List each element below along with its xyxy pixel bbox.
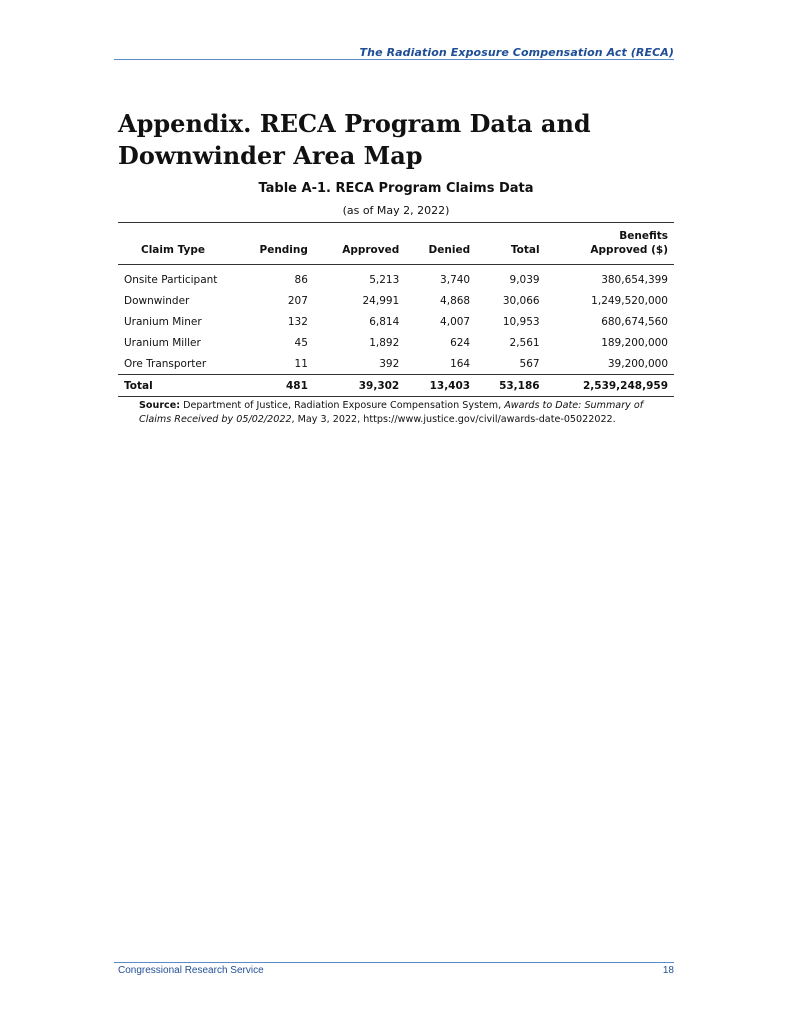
cell-benefits: 39,200,000 xyxy=(607,357,668,370)
cell-denied: 164 xyxy=(450,357,471,370)
header-rule xyxy=(114,59,674,60)
table-row xyxy=(118,265,674,291)
cell-approved: 6,814 xyxy=(369,315,400,328)
header-denied: Denied xyxy=(428,244,471,256)
header-benefits-line2: Approved ($) xyxy=(590,244,668,256)
cell-benefits: 1,249,520,000 xyxy=(591,294,668,307)
source-note xyxy=(139,399,669,427)
header-benefits xyxy=(546,223,674,265)
total-denied: 13,403 xyxy=(429,379,471,392)
cell-pending: 132 xyxy=(287,315,308,328)
table-subtitle: (as of May 2, 2022) xyxy=(342,204,450,217)
header-pending: Pending xyxy=(259,244,308,256)
cell-denied: 3,740 xyxy=(440,273,471,286)
cell-benefits: 680,674,560 xyxy=(601,315,668,328)
table-title: Table A-1. RECA Program Claims Data xyxy=(258,181,534,196)
cell-approved: 5,213 xyxy=(369,273,400,286)
table-row xyxy=(118,353,674,375)
total-total: 53,186 xyxy=(499,379,540,392)
table-header-row xyxy=(118,223,674,265)
cell-total: 2,561 xyxy=(509,336,540,349)
cell-pending: 207 xyxy=(287,294,308,307)
total-claim-type: Total xyxy=(124,379,153,392)
source-text-after: , May 3, 2022, https://www.justice.gov/civil/awards-date-05022022. xyxy=(291,414,616,425)
cell-pending: 86 xyxy=(294,273,308,286)
footer-rule xyxy=(114,962,674,963)
table-row xyxy=(118,311,674,332)
cell-total: 9,039 xyxy=(509,273,540,286)
source-text-before: Department of Justice, Radiation Exposure Compensation System, xyxy=(180,400,505,411)
header-benefits-line1: Benefits xyxy=(619,230,668,242)
table-row xyxy=(118,332,674,353)
cell-claim-type: Uranium Miller xyxy=(124,336,201,349)
table-row xyxy=(118,290,674,311)
cell-denied: 4,007 xyxy=(440,315,471,328)
claims-table xyxy=(118,222,674,397)
header-approved: Approved xyxy=(342,244,400,256)
cell-approved: 392 xyxy=(379,357,400,370)
footer-page-number: 18 xyxy=(662,965,674,976)
header-total: Total xyxy=(510,244,540,256)
total-pending: 481 xyxy=(285,379,308,392)
cell-claim-type: Uranium Miner xyxy=(124,315,202,328)
cell-benefits: 189,200,000 xyxy=(601,336,668,349)
cell-pending: 45 xyxy=(294,336,308,349)
source-label: Source: xyxy=(139,400,181,411)
cell-approved: 1,892 xyxy=(369,336,400,349)
cell-denied: 624 xyxy=(450,336,471,349)
cell-total: 10,953 xyxy=(502,315,540,328)
source-title: Awards to Date: Summary of Claims Received by 05/02/2022 xyxy=(139,400,644,425)
cell-denied: 4,868 xyxy=(440,294,471,307)
cell-claim-type: Onsite Participant xyxy=(124,273,218,286)
footer-publisher: Congressional Research Service xyxy=(118,965,264,976)
cell-total: 30,066 xyxy=(502,294,540,307)
appendix-heading: Appendix. RECA Program Data and Downwinder Area Map xyxy=(118,109,591,170)
cell-claim-type: Ore Transporter xyxy=(124,357,207,370)
cell-benefits: 380,654,399 xyxy=(601,273,668,286)
cell-pending: 11 xyxy=(294,357,308,370)
running-header: The Radiation Exposure Compensation Act (RECA) xyxy=(359,46,674,59)
header-claim-type: Claim Type xyxy=(141,244,205,256)
table-total-row xyxy=(118,375,674,397)
cell-total: 567 xyxy=(519,357,540,370)
cell-approved: 24,991 xyxy=(362,294,400,307)
total-approved: 39,302 xyxy=(358,379,400,392)
total-benefits: 2,539,248,959 xyxy=(582,379,668,392)
cell-claim-type: Downwinder xyxy=(124,294,190,307)
